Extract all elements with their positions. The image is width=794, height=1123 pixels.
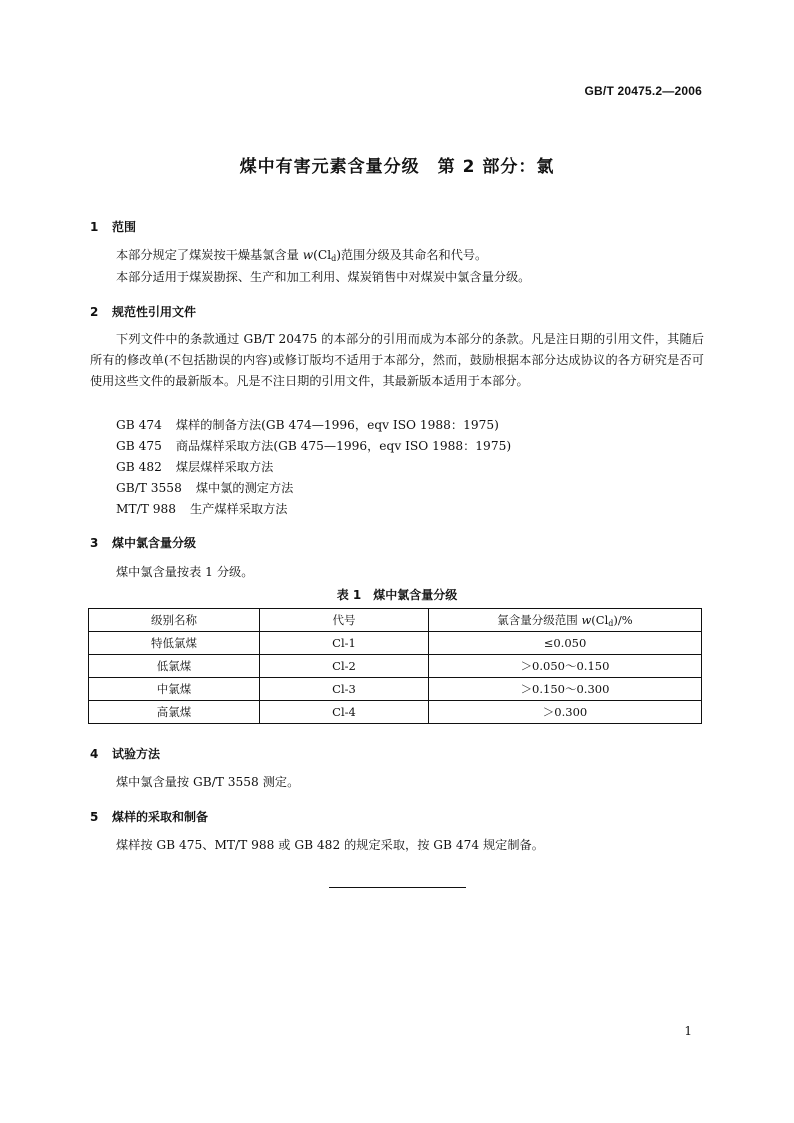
section-title: 范围: [112, 220, 137, 234]
table-caption: 表 1 煤中氯含量分级: [336, 588, 458, 602]
reference-title: 煤层煤样采取方法: [175, 460, 274, 474]
cell-range: ＞0.150～0.300: [429, 678, 702, 701]
section-number: 1: [90, 220, 99, 234]
cell-code: Cl-4: [260, 701, 429, 724]
reference-item: [116, 478, 293, 499]
reference-code: GB/T 3558: [116, 481, 182, 495]
table-row: [89, 678, 702, 701]
cell-name: 中氯煤: [89, 678, 260, 701]
cell-name: 高氯煤: [89, 701, 260, 724]
reference-item: [116, 457, 273, 478]
reference-title: 煤样的制备方法(GB 474—1996，eqv ISO 1988：1975): [175, 418, 499, 432]
document-title: 煤中有害元素含量分级 第 2 部分：氯: [239, 157, 555, 177]
symbol-w: w: [581, 613, 592, 627]
reference-code: GB 475: [116, 439, 162, 453]
subscript: d: [331, 254, 337, 263]
section-number: 3: [90, 536, 99, 550]
text-run: (Cl: [591, 613, 609, 627]
text-run: 本部分规定了煤炭按干燥基氯含量: [116, 248, 303, 262]
cell-code: Cl-3: [260, 678, 429, 701]
cell-range: ≤0.050: [429, 632, 702, 655]
section-title: 煤中氯含量分级: [112, 536, 197, 550]
subscript: d: [608, 619, 614, 628]
reference-title: 商品煤样采取方法(GB 475—1996，eqv ISO 1988：1975): [175, 439, 512, 453]
scope-paragraph-2: 本部分适用于煤炭勘探、生产和加工利用、煤炭销售中对煤炭中氯含量分级。: [116, 270, 531, 284]
table-row: [89, 701, 702, 724]
cell-range: ＞0.050～0.150: [429, 655, 702, 678]
cell-range: ＞0.300: [429, 701, 702, 724]
text-run: (Cl: [313, 248, 332, 262]
classification-text: 煤中氯含量按表 1 分级。: [116, 565, 254, 579]
text-run: )/%: [613, 613, 633, 627]
reference-item: [116, 499, 287, 520]
cell-code: Cl-1: [260, 632, 429, 655]
header-name: 级别名称: [89, 609, 260, 632]
reference-code: GB 482: [116, 460, 162, 474]
cell-name: 低氯煤: [89, 655, 260, 678]
section-number: 2: [90, 305, 99, 319]
header-code: 代号: [260, 609, 429, 632]
end-rule: [329, 887, 466, 888]
page-number: 1: [684, 1024, 692, 1038]
section-heading-normative-refs: [90, 303, 196, 320]
table-row: [89, 632, 702, 655]
cell-code: Cl-2: [260, 655, 429, 678]
section-title: 规范性引用文件: [112, 305, 197, 319]
section-title: 试验方法: [112, 747, 161, 761]
scope-paragraph-1: [116, 245, 487, 269]
reference-title: 生产煤样采取方法: [189, 502, 288, 516]
section-heading-classification: [90, 534, 196, 551]
table-row: [89, 655, 702, 678]
normative-refs-intro: 下列文件中的条款通过 GB/T 20475 的本部分的引用而成为本部分的条款。凡是注日期的引用文件，其随后所有的修改单(不包括勘误的内容)或修订版均不适用于本部分，然而，鼓励根据本部分达成协议的各方研究是否可使用这些文件的最新版本。凡是不注日期的引用文件，其最新版本适用于本部分。: [90, 332, 704, 389]
header-range: [429, 609, 702, 632]
section-title: 煤样的采取和制备: [112, 810, 209, 824]
section-heading-sampling: [90, 808, 208, 825]
reference-item: [116, 436, 511, 457]
text-run: )范围分级及其命名和代号。: [336, 248, 488, 262]
section-heading-scope: [90, 218, 136, 235]
reference-code: GB 474: [116, 418, 162, 432]
section-heading-test-method: [90, 745, 160, 762]
sampling-text: 煤样按 GB 475、MT/T 988 或 GB 482 的规定采取，按 GB 474 规定制备。: [116, 838, 544, 852]
text-run: 氯含量分级范围: [497, 613, 582, 627]
reference-title: 煤中氯的测定方法: [195, 481, 294, 495]
section-number: 4: [90, 747, 99, 761]
symbol-w: w: [302, 248, 314, 262]
table-header-row: [89, 609, 702, 632]
test-method-text: 煤中氯含量按 GB/T 3558 测定。: [116, 775, 300, 789]
reference-code: MT/T 988: [116, 502, 176, 516]
cell-name: 特低氯煤: [89, 632, 260, 655]
reference-item: [116, 415, 499, 436]
chlorine-grade-table: [88, 608, 702, 724]
standard-code: GB/T 20475.2—2006: [584, 84, 702, 98]
section-number: 5: [90, 810, 99, 824]
